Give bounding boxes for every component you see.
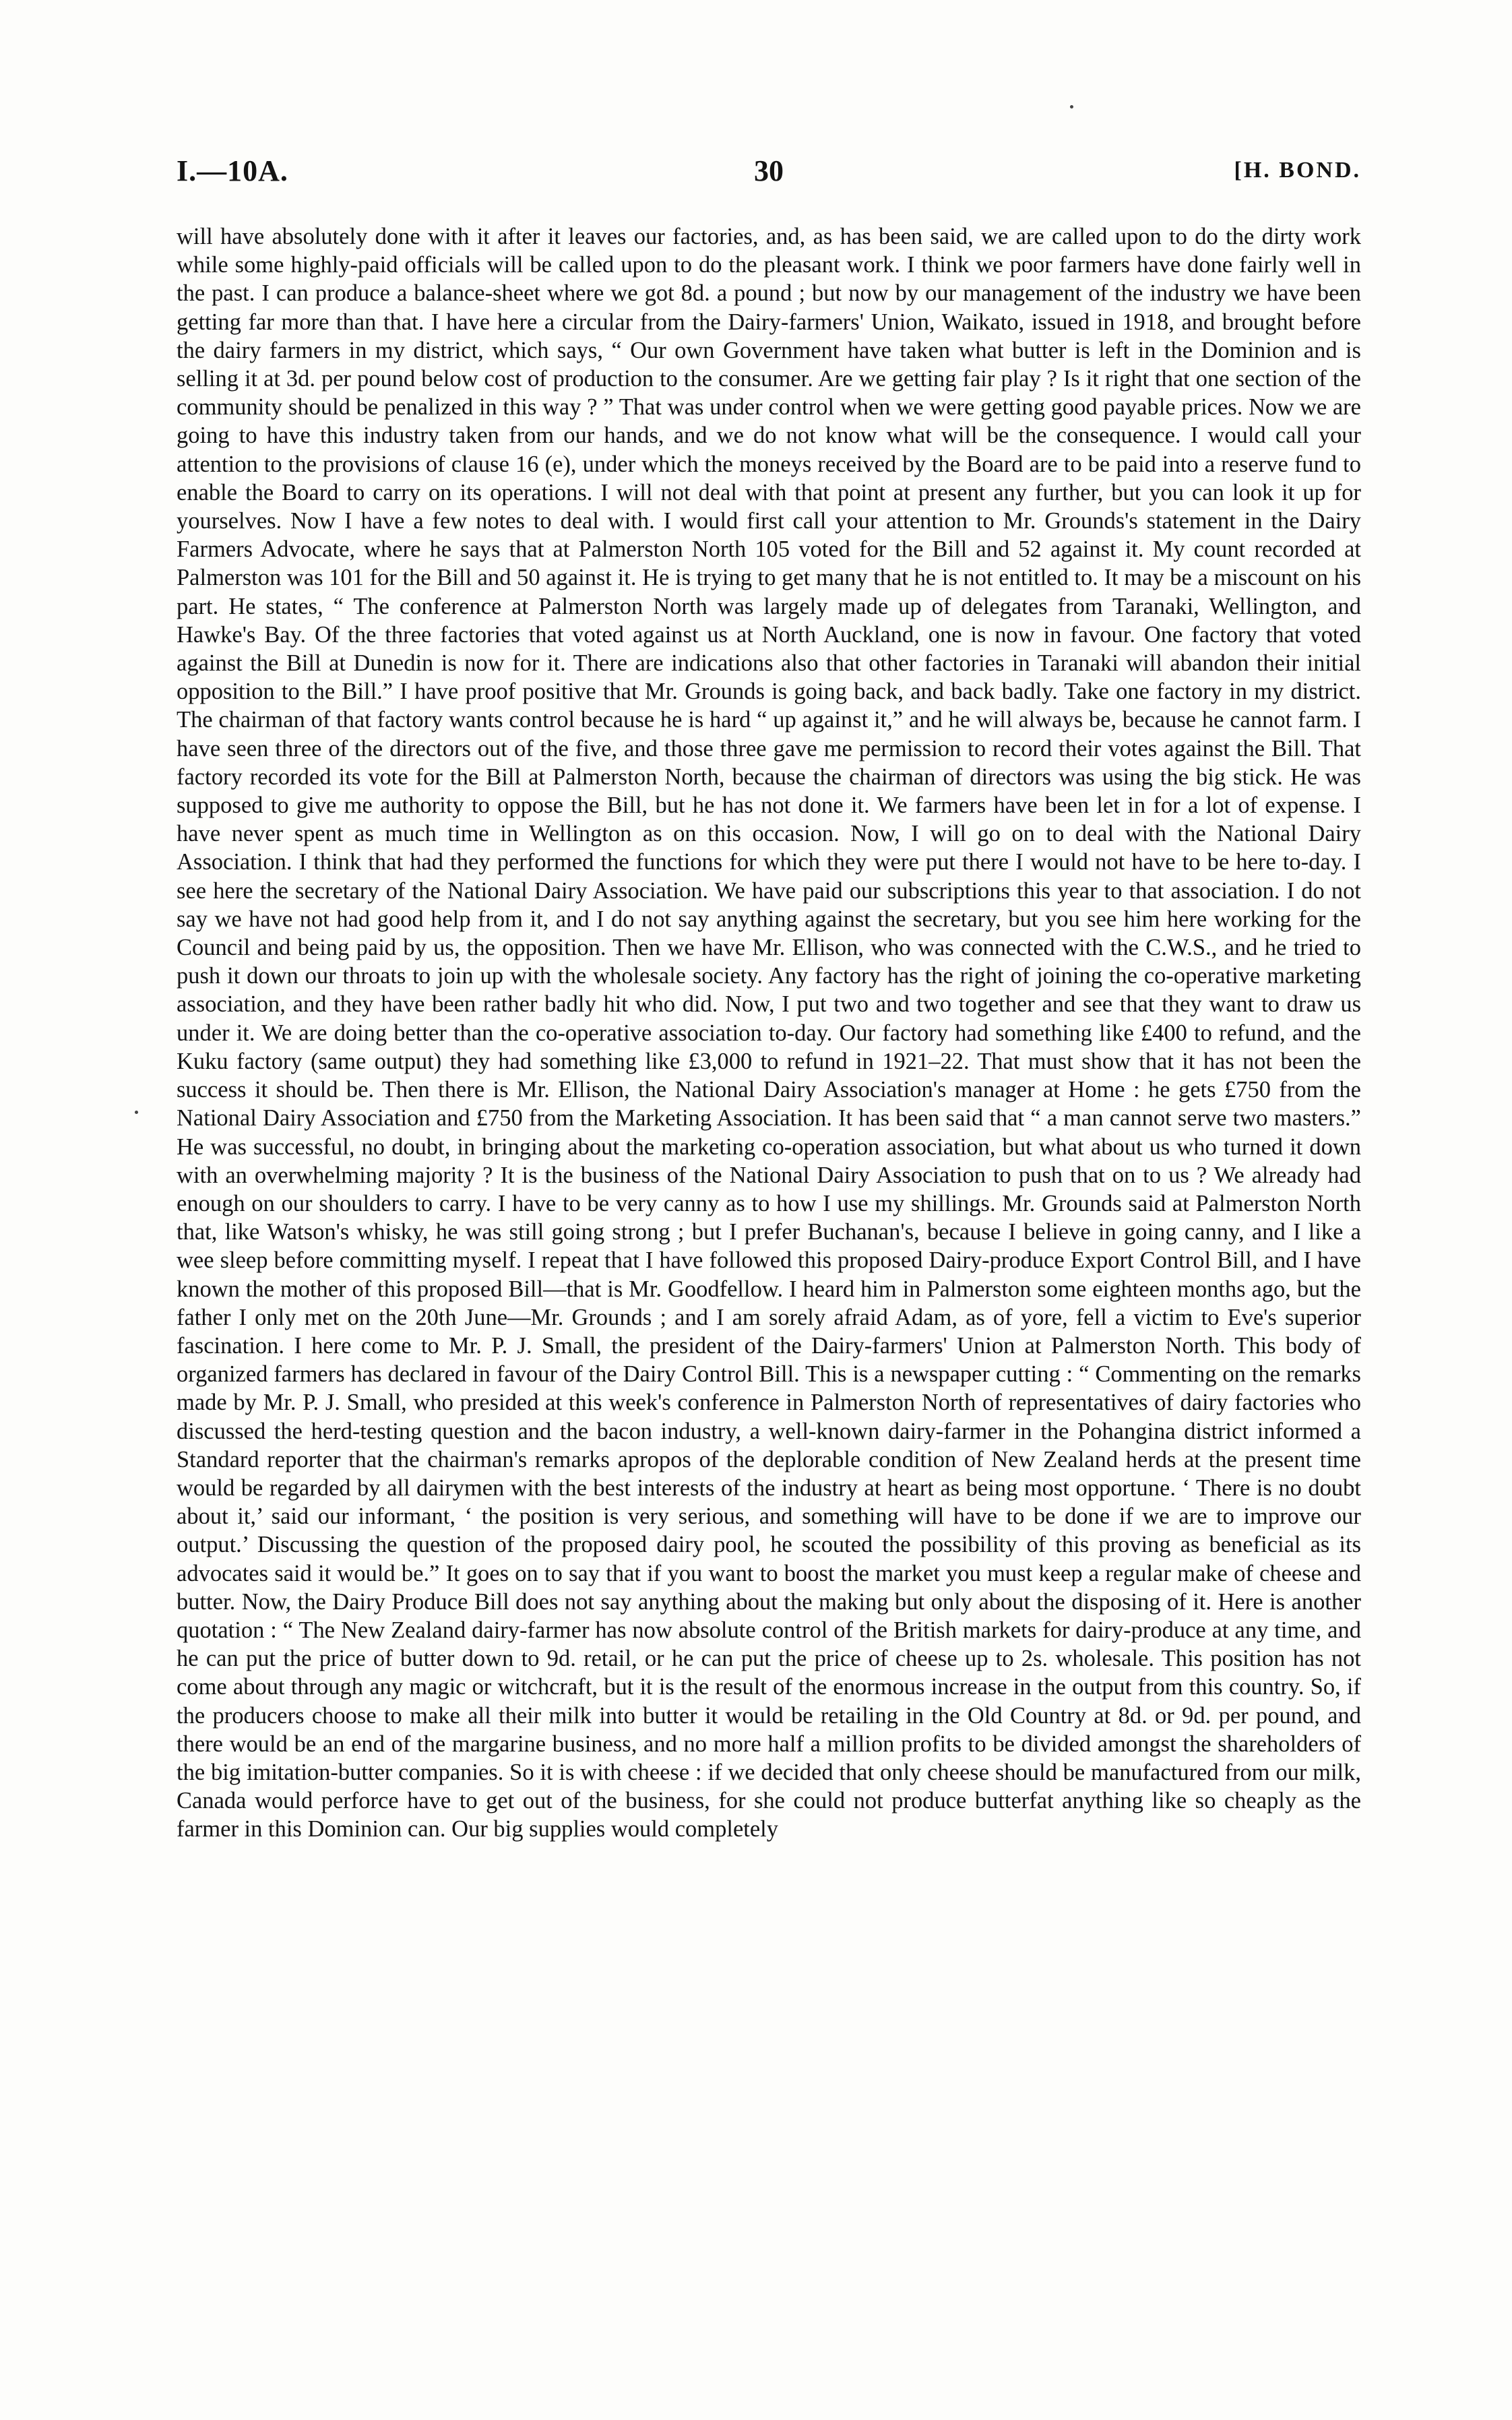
- page-header: [177, 154, 1361, 201]
- witness-name: [H. BOND.: [1234, 158, 1361, 183]
- top-speck: [1070, 105, 1073, 108]
- margin-bullet: [135, 1111, 138, 1114]
- body-text: [177, 222, 1361, 1844]
- body-paragraph: will have absolutely done with it after it leaves our factories, and, as has been said, we are called upon to do the dirty work while some highly-paid officials will be called upon to do the pleasant work. I think we poor farmers have done fairly well in the past. I can produce a balance-sheet where we got 8d. a pound ; but now by our management of the industry we have been getting far more than that. I have here a circular from the Dairy-farmers' Union, Waikato, issued in 1918, and brought before the dairy farmers in my district, which says, “ Our own Government have taken what butter is left in the Dominion and is selling it at 3d. per pound below cost of production to the consumer. Are we getting fair play ? Is it right that one section of the community should be penalized in this way ? ” That was under control when we were getting good payable prices. Now we are going to have this industry taken from our hands, and we do not know what will be the consequence. I would call your attention to the provisions of clause 16 (e), under which the moneys received by the Board are to be paid into a reserve fund to enable the Board to carry on its operations. I will not deal with that point at present any further, but you can look it up for yourselves. Now I have a few notes to deal with. I would first call your attention to Mr. Grounds's statement in the Dairy Farmers Advocate, where he says that at Palmerston North 105 voted for the Bill and 52 against it. My count recorded at Palmerston was 101 for the Bill and 50 against it. He is trying to get many that he is not entitled to. It may be a miscount on his part. He states, “ The conference at Palmerston North was largely made up of delegates from Taranaki, Wellington, and Hawke's Bay. Of the three factories that voted against us at North Auckland, one is now in favour. One factory that voted against the Bill at Dunedin is now for it. There are indications also that other factories in Taranaki will abandon their initial opposition to the Bill.” I have proof positive that Mr. Grounds is going back, and back badly. Take one factory in my district. The chairman of that factory wants control because he is hard “ up against it,” and he will always be, because he cannot farm. I have seen three of the directors out of the five, and those three gave me permission to record their votes against the Bill. That factory recorded its vote for the Bill at Palmerston North, because the chairman of directors was using the big stick. He was supposed to give me authority to oppose the Bill, but he has not done it. We farmers have been let in for a lot of expense. I have never spent as much time in Wellington as on this occasion. Now, I will go on to deal with the National Dairy Association. I think that had they performed the functions for which they were put there I would not have to be here to-day. I see here the secretary of the National Dairy Association. We have paid our subscriptions this year to that association. I do not say we have not had good help from it, and I do not say anything against the secretary, but you see him here working for the Council and being paid by us, the opposition. Then we have Mr. Ellison, who was connected with the C.W.S., and he tried to push it down our throats to join up with the wholesale society. Any factory has the right of joining the co-operative marketing association, and they have been rather badly hit who did. Now, I put two and two together and see that they want to draw us under it. We are doing better than the co-operative association to-day. Our factory had something like £400 to refund, and the Kuku factory (same output) they had something like £3,000 to refund in 1921–22. That must show that it has not been the success it should be. Then there is Mr. Ellison, the National Dairy Association's manager at Home : he gets £750 from the National Dairy Association and £750 from the Marketing Association. It has been said that “ a man cannot serve two masters.” He was successful, no doubt, in bringing about the marketing co-operation association, but what about us who turned it down with an overwhelming majority ? It is the business of the National Dairy Association to push that on to us ? We already had enough on our shoulders to carry. I have to be very canny as to how I use my shillings. Mr. Grounds said at Palmerston North that, like Watson's whisky, he was still going strong ; but I prefer Buchanan's, because I believe in going canny, and I like a wee sleep before committing myself. I repeat that I have followed this proposed Dairy-produce Export Control Bill, and I have known the mother of this proposed Bill—that is Mr. Goodfellow. I heard him in Palmerston some eighteen months ago, but the father I only met on the 20th June—Mr. Grounds ; and I am sorely afraid Adam, as of yore, fell a victim to Eve's superior fascination. I here come to Mr. P. J. Small, the president of the Dairy-farmers' Union at Palmerston North. This body of organized farmers has declared in favour of the Dairy Control Bill. This is a newspaper cutting : “ Commenting on the remarks made by Mr. P. J. Small, who presided at this week's conference in Palmerston North of representatives of dairy factories who discussed the herd-testing question and the bacon industry, a well-known dairy-farmer in the Pohangina district informed a Standard reporter that the chairman's remarks apropos of the deplorable condition of New Zealand herds at the present time would be regarded by all dairymen with the best interests of the industry at heart as being most opportune. ‘ There is no doubt about it,’ said our informant, ‘ the position is very serious, and something will have to be done if we are to improve our output.’ Discussing the question of the proposed dairy pool, he scouted the possibility of this proving as beneficial as its advocates said it would be.” It goes on to say that if you want to boost the market you must keep a regular make of cheese and butter. Now, the Dairy Produce Bill does not say anything about the making but only about the disposing of it. Here is another quotation : “ The New Zealand dairy-farmer has now absolute control of the British markets for dairy-produce at any time, and he can put the price of butter down to 9d. retail, or he can put the price of cheese up to 2s. wholesale. This position has not come about through any magic or witchcraft, but it is the result of the enormous increase in the output from this country. So, if the producers choose to make all their milk into butter it would be retailing in the Old Country at 8d. or 9d. per pound, and there would be an end of the margarine business, and no more half a million profits to be divided amongst the shareholders of the big imitation-butter companies. So it is with cheese : if we decided that only cheese should be manufactured from our milk, Canada would perforce have to get out of the business, for she could not produce butterfat anything like so cheaply as the farmer in this Dominion can. Our big supplies would completely: [177, 224, 1361, 1842]
- page-number: 30: [754, 154, 784, 187]
- document-reference: I.—10A.: [177, 154, 288, 187]
